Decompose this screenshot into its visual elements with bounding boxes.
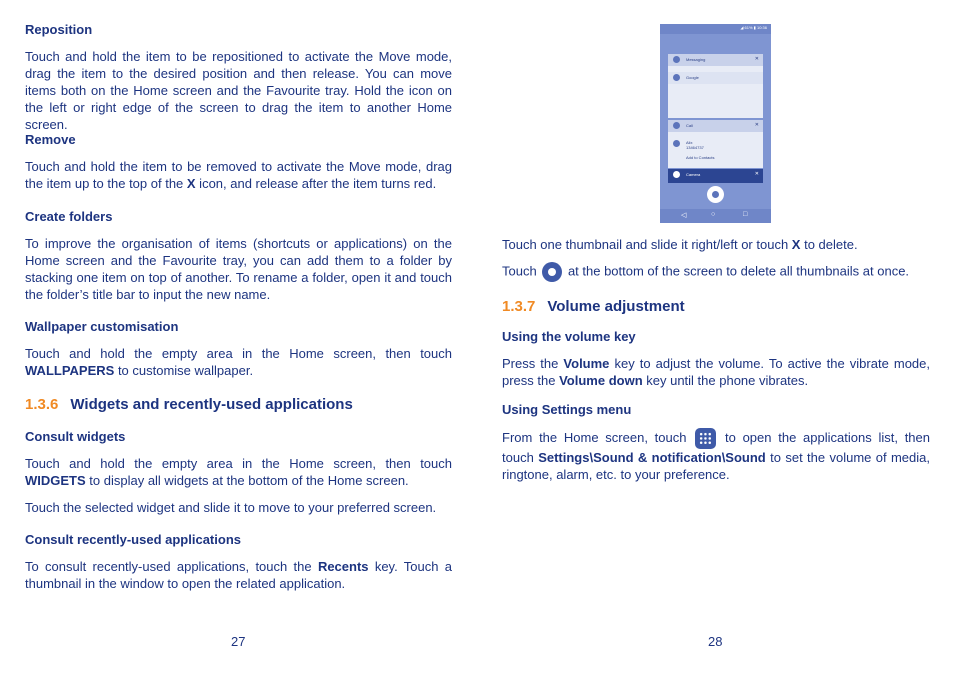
wallpaper-heading: Wallpaper customisation xyxy=(25,319,179,334)
recent-card-google: Google xyxy=(668,72,763,118)
app-icon xyxy=(673,56,680,63)
clear-all-icon xyxy=(542,262,562,282)
camera-icon xyxy=(673,171,680,178)
settings-heading: Using Settings menu xyxy=(502,402,632,417)
volume-key-text: Press the Volume key to adjust the volume. To active the vibrate mode, press the Volume down key until the phone vibrates. xyxy=(502,356,930,388)
navigation-bar xyxy=(660,209,771,223)
home-icon: ○ xyxy=(711,211,716,218)
remove-text: Touch and hold the item to be removed to activate the Move mode, drag the item up to the top of the X icon, and release after the item turns red. xyxy=(25,159,452,191)
reposition-text: Touch and hold the item to be repositioned to activate the Move mode, drag the item to the desired position and then release. You can move items both on the Home screen and the Favourite tray. Hold the icon on the left or right edge of the screen to drag the item to another Home screen. xyxy=(25,49,452,132)
folders-heading: Create folders xyxy=(25,209,113,224)
recent-text: To consult recently-used applications, touch the Recents key. Touch a thumbnail in the window to open the related application. xyxy=(25,559,452,591)
contact-icon xyxy=(673,140,680,147)
recent-card-messaging: Messaging ✕ xyxy=(668,54,763,72)
apps-grid-icon xyxy=(695,428,716,449)
clear-all-text: Touch at the bottom of the screen to delete all thumbnails at once. xyxy=(502,262,930,282)
widgets-heading: Consult widgets xyxy=(25,429,126,444)
status-bar: ◢ 61% ▮ 10:36 xyxy=(660,24,771,34)
page-number-left: 27 xyxy=(231,634,246,649)
recent-heading: Consult recently-used applications xyxy=(25,532,241,547)
recent-card-camera: Camera ✕ xyxy=(668,169,763,183)
section-1-3-6-title: 1.3.6 Widgets and recently-used applications xyxy=(25,396,353,413)
thumbnail-delete-text: Touch one thumbnail and slide it right/left or touch X to delete. xyxy=(502,237,858,252)
app-icon xyxy=(673,74,680,81)
recents-icon: □ xyxy=(743,211,748,218)
close-icon: ✕ xyxy=(754,122,759,128)
close-icon: ✕ xyxy=(754,171,759,177)
close-icon: ✕ xyxy=(754,56,759,62)
recents-screenshot xyxy=(660,24,771,223)
widgets-move-text: Touch the selected widget and slide it to move to your preferred screen. xyxy=(25,500,437,515)
page-number-right: 28 xyxy=(708,634,723,649)
section-1-3-7-title: 1.3.7 Volume adjustment xyxy=(502,298,685,315)
x-icon-label: X xyxy=(186,176,196,191)
back-icon: ◁ xyxy=(681,212,687,219)
volume-key-heading: Using the volume key xyxy=(502,329,636,344)
phone-icon xyxy=(673,122,680,129)
reposition-heading: Reposition xyxy=(25,22,93,37)
recent-card-call: Call ✕ Alix 13464737 Add to Contacts xyxy=(668,120,763,168)
wallpaper-text: Touch and hold the empty area in the Home screen, then touch WALLPAPERS to customise wallpaper. xyxy=(25,346,452,378)
folders-text: To improve the organisation of items (shortcuts or applications) on the Home screen and the Favourite tray, you can add them to a folder by stacking one item on top of another. To rename a folder, open it and touch the folder’s title bar to input the new name. xyxy=(25,236,452,302)
widgets-text: Touch and hold the empty area in the Home screen, then touch WIDGETS to display all widgets at the bottom of the Home screen. xyxy=(25,456,452,488)
remove-heading: Remove xyxy=(25,132,76,147)
settings-text: From the Home screen, touch to open the applications list, then touch Settings\Sound & notification\Sound to set the volume of media, ringtone, alarm, etc. to your preference. xyxy=(502,429,930,482)
clear-all-icon xyxy=(707,186,724,203)
